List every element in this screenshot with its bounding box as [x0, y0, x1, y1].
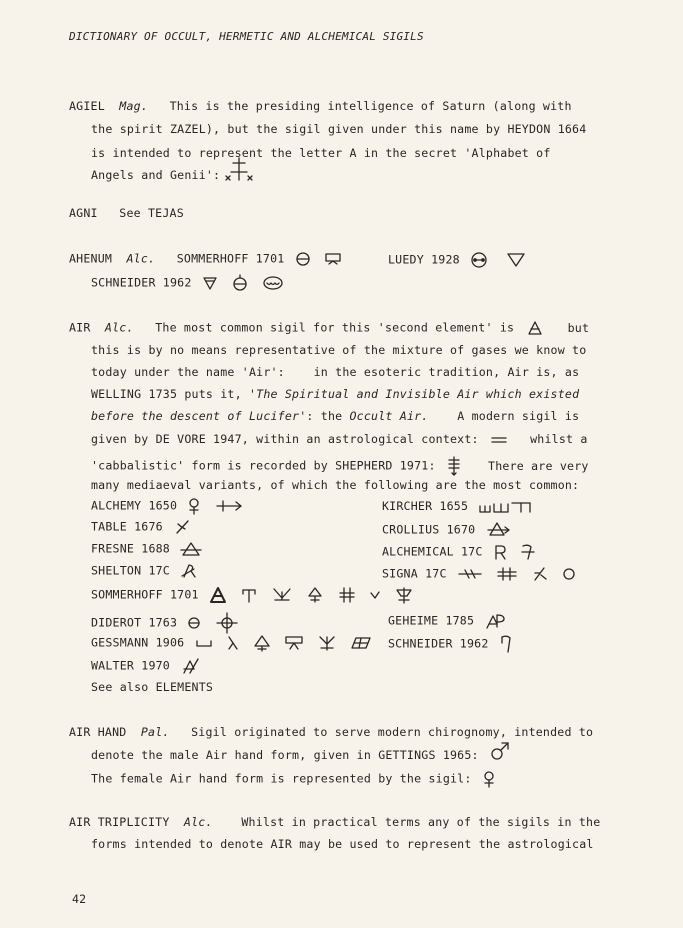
- entry-air-line3: [91, 365, 579, 379]
- hash-icon: [338, 586, 356, 604]
- variant-source: SIGNA 17C: [382, 566, 447, 581]
- ahenum-circle-cross-icon: [231, 274, 249, 292]
- cross-reference: See TEJAS: [119, 206, 184, 220]
- variant-source: ALCHEMICAL 17C: [382, 544, 483, 559]
- air-cabbalistic-sigil-icon: [446, 455, 462, 477]
- entry-agiel-line1: [69, 99, 572, 113]
- bracket-icon: [195, 637, 213, 649]
- variant-table: [91, 519, 194, 535]
- entry-text: WELLING 1735 puts it,: [91, 387, 242, 401]
- entry-text: Whilst in practical terms any of the sigils in the: [241, 815, 601, 829]
- variant-alchemical: [382, 543, 539, 561]
- entry-air-line6: [91, 432, 588, 446]
- slanted-box-icon: [350, 635, 372, 651]
- entry-airhand-line3: [91, 770, 499, 788]
- source-sommerhoff: SOMMERHOFF 1701: [176, 251, 285, 266]
- variant-source: SHELTON 17C: [91, 563, 170, 578]
- entry-air-line4: [91, 387, 579, 401]
- entry-ahenum-line1: [69, 251, 345, 267]
- variant-crollius: [382, 521, 515, 539]
- page-number: 42: [72, 892, 87, 906]
- crossed-line-icon: [457, 568, 483, 580]
- female-sigil-icon: [482, 770, 496, 788]
- air-triangle-icon: [527, 320, 543, 336]
- slash-cross-icon: [173, 519, 191, 535]
- entry-text: 'cabbalistic' form is recorded by SHEPHERD 1971:: [91, 458, 436, 473]
- quotation: before the descent of Lucifer': [91, 409, 307, 423]
- triangle-line-icon: [180, 541, 202, 557]
- variant-source: DIDEROT 1763: [91, 615, 178, 630]
- entry-text: but: [567, 320, 590, 335]
- source-luedy: LUEDY 1928: [388, 252, 460, 267]
- variant-walter: [91, 657, 203, 675]
- headword-air-hand: AIR HAND: [69, 725, 127, 739]
- entry-airtrip-line2: forms intended to denote AIR may be used to represent the astrological: [91, 837, 594, 851]
- variant-sommerhoff: [91, 586, 417, 604]
- entry-airhand-line2: [91, 748, 514, 762]
- r-glyph-icon: [493, 544, 507, 560]
- entry-ahenum-luedy: [388, 251, 529, 269]
- entry-text: The female Air hand form is represented by the sigil:: [91, 771, 472, 786]
- circle-icon: [562, 567, 576, 581]
- category-tag: Mag.: [119, 99, 149, 113]
- category-tag: Alc.: [183, 815, 213, 829]
- entry-text: This is the presiding intelligence of Saturn (along with: [169, 99, 572, 113]
- entry-agiel-line3: is intended to represent the letter A in the secret 'Alphabet of: [91, 146, 551, 160]
- gate-sigil-icon: [240, 586, 258, 604]
- entry-text: Angels and Genii':: [91, 168, 221, 182]
- venus-like-icon: [187, 497, 201, 515]
- see-also-elements: See also ELEMENTS: [91, 680, 214, 694]
- entry-air-line1: [69, 320, 589, 336]
- entry-agiel-line4: [91, 168, 258, 182]
- headword-agiel: AGIEL: [69, 99, 105, 113]
- entry-air-line5: [91, 409, 579, 423]
- ahenum-vessel-icon: [324, 251, 342, 267]
- triangle-cross-icon: [253, 634, 271, 652]
- ahenum-triangle-bar-icon: [202, 275, 218, 291]
- double-hash-icon: [496, 567, 518, 581]
- cross-arrow-icon: [215, 499, 243, 513]
- circle-bar-icon: [187, 616, 201, 630]
- triangle-p-icon: [484, 612, 506, 630]
- source-schneider: SCHNEIDER 1962: [91, 275, 192, 290]
- variant-source: FRESNE 1688: [91, 541, 170, 556]
- ahenum-circle-bar-icon: [295, 251, 311, 267]
- entry-agni: [69, 206, 184, 220]
- category-tag: Alc.: [104, 320, 134, 335]
- lambda-icon: [226, 635, 240, 651]
- headword-agni: AGNI: [69, 206, 98, 220]
- category-tag: Pal.: [140, 725, 170, 739]
- variant-diderot: [91, 612, 242, 634]
- entry-air-line7: [91, 455, 589, 477]
- entry-text: There are very: [488, 458, 589, 473]
- bold-triangle-icon: [209, 586, 227, 604]
- entry-text: Sigil originated to serve modern chirognomy, intended to: [191, 725, 594, 739]
- horned-cross-icon: [317, 634, 337, 652]
- r-slash-icon: [180, 563, 198, 579]
- heydon-letter-a-sigil-icon: [223, 156, 255, 182]
- category-tag: Alc.: [126, 251, 156, 266]
- variant-gessmann: [91, 634, 375, 652]
- circle-cross-icon: [215, 612, 239, 634]
- boxed-triangle-icon: [284, 634, 304, 652]
- r-hook-icon: [499, 634, 513, 654]
- ahenum-circle-dots-icon: [470, 251, 488, 269]
- variant-source: GESSMANN 1906: [91, 635, 185, 650]
- variant-fresne: [91, 541, 205, 557]
- entry-ahenum-line2: [91, 274, 287, 292]
- ahenum-cup-icon: [506, 251, 526, 269]
- slash-stroke-icon: [531, 566, 549, 582]
- variant-alchemy: [91, 497, 246, 515]
- variant-signa: [382, 566, 579, 582]
- headword-air: AIR: [69, 320, 91, 335]
- entry-air-line2: this is by no means representative of the mixture of gases we know to: [91, 343, 587, 357]
- variant-schneider: [388, 634, 516, 654]
- headword-ahenum: AHENUM: [69, 251, 113, 266]
- r-slash-glyph-icon: [520, 543, 536, 561]
- entry-air-line8: many mediaeval variants, of which the following are the most common:: [91, 478, 580, 492]
- boxed-cross-icon: [394, 586, 414, 604]
- occult-air-term: Occult Air.: [349, 409, 429, 423]
- entry-text: whilst a: [530, 432, 588, 446]
- entry-text: given by DE VORE 1947, within an astrological context:: [91, 432, 479, 446]
- variant-kircher: [382, 499, 535, 514]
- variant-shelton: [91, 563, 201, 579]
- horned-sigil-icon: [271, 586, 293, 604]
- entry-airtrip-line1: [69, 815, 600, 829]
- entry-text: in the esoteric tradition, Air is, as: [313, 365, 580, 379]
- entry-text: A modern sigil is: [457, 409, 580, 423]
- variant-geheime: [388, 612, 509, 630]
- entry-airhand-line1: [69, 725, 593, 739]
- headword-air-triplicity: AIR TRIPLICITY: [69, 815, 170, 829]
- triangle-arrow-icon: [486, 521, 512, 539]
- entry-agiel-line2: the spirit ZAZEL), but the sigil given under this name by HEYDON 1664: [91, 122, 587, 136]
- variant-source: GEHEIME 1785: [388, 613, 475, 628]
- entry-text: The most common sigil for this 'second element' is: [155, 320, 515, 335]
- air-equals-sigil-icon: [490, 435, 508, 445]
- variant-source: TABLE 1676: [91, 519, 163, 534]
- variant-source: KIRCHER 1655: [382, 499, 469, 513]
- small-check-icon: [369, 589, 381, 601]
- variant-source: SCHNEIDER 1962: [388, 636, 489, 651]
- male-sigil-icon: [489, 740, 511, 762]
- variant-source: SOMMERHOFF 1701: [91, 587, 199, 602]
- entry-text: : the: [306, 409, 343, 423]
- quotation: 'The Spiritual and Invisible Air which existed: [248, 387, 580, 401]
- ahenum-oval-icon: [262, 275, 284, 291]
- variant-source: WALTER 1970: [91, 658, 170, 673]
- triangle-hook-icon: [306, 586, 324, 604]
- running-header: DICTIONARY OF OCCULT, HERMETIC AND ALCHEMICAL SIGILS: [69, 30, 424, 43]
- variant-source: ALCHEMY 1650: [91, 498, 178, 513]
- entry-text: today under the name 'Air':: [91, 365, 285, 379]
- bars-sigil-icon: [478, 500, 532, 514]
- entry-text: denote the male Air hand form, given in GETTINGS 1965:: [91, 748, 479, 762]
- variant-source: CROLLIUS 1670: [382, 522, 476, 537]
- triangle-slash-icon: [180, 657, 200, 675]
